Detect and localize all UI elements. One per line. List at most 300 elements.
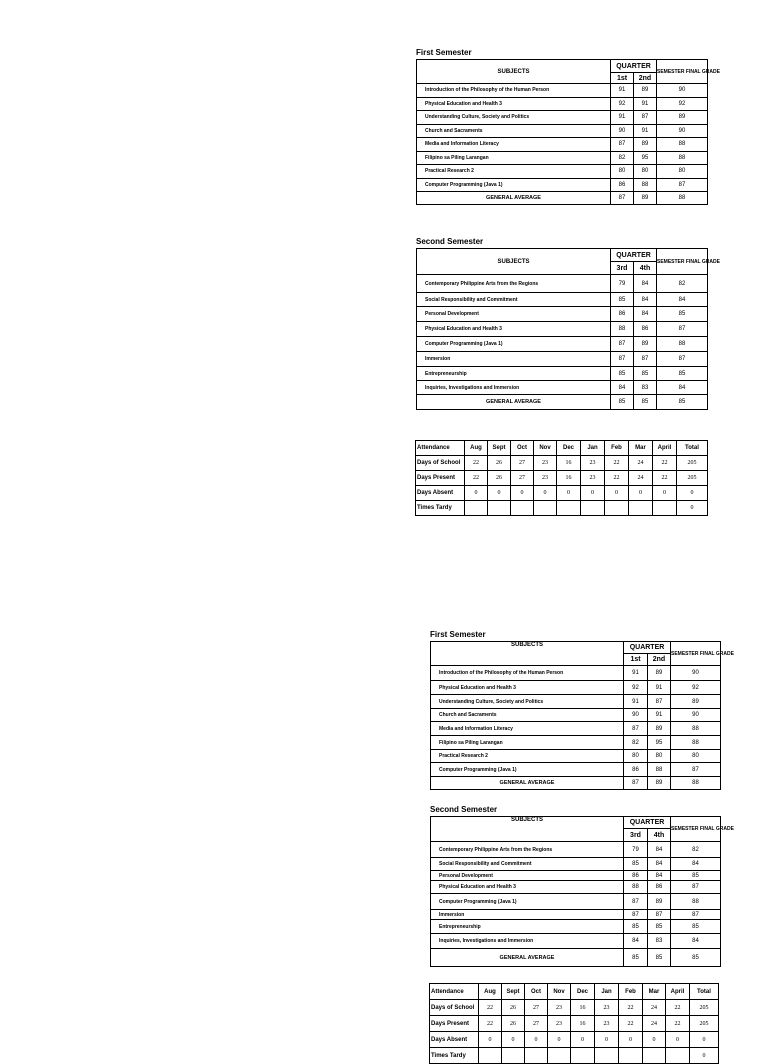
attendance-value: 22: [465, 471, 488, 486]
subject-name: Understanding Culture, Society and Politics: [431, 695, 624, 709]
final-grade: 88: [671, 722, 721, 736]
grade-row: [431, 858, 721, 871]
quarter-header: QUARTER: [624, 817, 671, 829]
attendance-value: 0: [690, 1048, 719, 1064]
attendance-value: 0: [666, 1032, 690, 1048]
attendance-value: 0: [690, 1032, 719, 1048]
semester-final-grade-header: SEMESTER FINAL GRADE: [671, 817, 721, 842]
quarter-3-header: 3rd: [611, 262, 634, 275]
final-grade: 90: [657, 84, 708, 98]
attendance-value: 0: [677, 501, 708, 516]
quarter-grade: 86: [634, 322, 657, 337]
quarter-grade: 83: [634, 381, 657, 395]
subject-name: Physical Education and Health 3: [431, 881, 624, 894]
attendance-row: [416, 501, 708, 516]
attendance-value: 16: [571, 1000, 595, 1016]
grade-row: [417, 138, 708, 152]
subjects-header: SUBJECTS: [431, 642, 624, 666]
grade-row: [431, 750, 721, 763]
attendance-value: 26: [502, 1000, 525, 1016]
second-semester-block: [416, 237, 720, 410]
quarter-grade: 85: [611, 293, 634, 307]
attendance-value: 23: [534, 471, 557, 486]
month-header: Sept: [502, 984, 525, 1000]
grade-row: [417, 275, 708, 293]
final-grade: 90: [671, 666, 721, 681]
quarter-grade: 84: [624, 934, 648, 949]
attendance-value: 0: [511, 486, 534, 501]
average-grade: 85: [611, 395, 634, 410]
attendance-value: [502, 1048, 525, 1064]
quarter-4-header: 4th: [648, 829, 671, 842]
attendance-value: 26: [502, 1016, 525, 1032]
grade-row: [417, 165, 708, 179]
attendance-value: 27: [525, 1016, 548, 1032]
attendance-value: 205: [677, 456, 708, 471]
attendance-header: Attendance: [430, 984, 479, 1000]
subjects-header: SUBJECTS: [417, 249, 611, 275]
month-header: Nov: [548, 984, 571, 1000]
general-average-label: GENERAL AVERAGE: [431, 949, 624, 967]
final-grade: 88: [671, 736, 721, 750]
second-semester-grades-table-copy: [430, 816, 734, 967]
month-header: Dec: [571, 984, 595, 1000]
subject-name: Filipino sa Piling Larangan: [431, 736, 624, 750]
first-semester-grades-table-copy: [430, 641, 734, 790]
quarter-grade: 95: [648, 736, 671, 750]
grade-row: [417, 124, 708, 138]
attendance-row: [430, 1000, 719, 1016]
final-grade: 85: [657, 307, 708, 322]
final-grade: 87: [671, 910, 721, 920]
semester-final-grade-header: SEMESTER FINAL GRADE: [657, 60, 708, 84]
grade-row: [431, 666, 721, 681]
grade-row: [431, 871, 721, 881]
attendance-value: 0: [595, 1032, 619, 1048]
final-grade: 80: [657, 165, 708, 179]
grade-row: [417, 322, 708, 337]
attendance-value: [666, 1048, 690, 1064]
month-header: April: [653, 441, 677, 456]
attendance-value: 22: [653, 456, 677, 471]
attendance-value: [595, 1048, 619, 1064]
attendance-value: 0: [581, 486, 605, 501]
attendance-value: [465, 501, 488, 516]
final-grade: 87: [657, 178, 708, 192]
quarter-grade: 91: [611, 111, 634, 125]
attendance-value: 23: [548, 1016, 571, 1032]
quarter-grade: 87: [634, 111, 657, 125]
quarter-grade: 87: [611, 337, 634, 352]
semester-final-grade-header: SEMESTER FINAL GRADE: [657, 249, 708, 275]
quarter-grade: 83: [648, 934, 671, 949]
attendance-value: 0: [479, 1032, 502, 1048]
subject-name: Understanding Culture, Society and Politics: [417, 111, 611, 125]
general-average-row: [417, 192, 708, 205]
general-average-label: GENERAL AVERAGE: [417, 192, 611, 205]
final-grade: 82: [657, 275, 708, 293]
subject-name: Personal Development: [417, 307, 611, 322]
final-grade: 89: [671, 695, 721, 709]
grade-row: [431, 842, 721, 858]
attendance-row: [430, 1016, 719, 1032]
attendance-row: [416, 486, 708, 501]
attendance-value: 23: [581, 471, 605, 486]
attendance-value: 205: [690, 1016, 719, 1032]
attendance-row-label: Days Present: [416, 471, 465, 486]
quarter-grade: 79: [624, 842, 648, 858]
average-grade: 89: [648, 777, 671, 790]
attendance-value: [653, 501, 677, 516]
month-header: Jan: [581, 441, 605, 456]
subject-name: Church and Sacraments: [417, 124, 611, 138]
attendance-value: 16: [557, 456, 581, 471]
attendance-value: [534, 501, 557, 516]
final-grade: 88: [657, 337, 708, 352]
quarter-grade: 91: [634, 124, 657, 138]
average-final-grade: 85: [657, 395, 708, 410]
quarter-grade: 91: [624, 666, 648, 681]
quarter-grade: 89: [634, 84, 657, 98]
attendance-row-label: Days of School: [416, 456, 465, 471]
quarter-grade: 82: [624, 736, 648, 750]
attendance-row-label: Days Absent: [430, 1032, 479, 1048]
quarter-grade: 84: [648, 842, 671, 858]
final-grade: 87: [657, 352, 708, 367]
average-grade: 85: [634, 395, 657, 410]
quarter-grade: 91: [611, 84, 634, 98]
quarter-grade: 86: [624, 871, 648, 881]
quarter-grade: 86: [648, 881, 671, 894]
attendance-value: 22: [619, 1000, 643, 1016]
first-semester-block-copy: [430, 630, 734, 790]
average-final-grade: 85: [671, 949, 721, 967]
final-grade: 87: [671, 763, 721, 777]
quarter-3-header: 3rd: [624, 829, 648, 842]
subject-name: Computer Programming (Java 1): [431, 894, 624, 910]
section-title: Second Semester: [416, 237, 484, 246]
attendance-header: Attendance: [416, 441, 465, 456]
month-header: Mar: [643, 984, 666, 1000]
quarter-grade: 87: [634, 352, 657, 367]
month-header: Nov: [534, 441, 557, 456]
section-title: First Semester: [416, 48, 472, 57]
quarter-grade: 86: [624, 763, 648, 777]
grade-row: [417, 151, 708, 165]
subject-name: Inquiries, Investigations and Immersion: [417, 381, 611, 395]
quarter-grade: 82: [611, 151, 634, 165]
month-header: Jan: [595, 984, 619, 1000]
quarter-grade: 84: [634, 307, 657, 322]
attendance-value: 0: [557, 486, 581, 501]
section-title: First Semester: [430, 630, 486, 639]
attendance-value: 0: [677, 486, 708, 501]
attendance-value: [479, 1048, 502, 1064]
attendance-value: [548, 1048, 571, 1064]
quarter-header: QUARTER: [611, 60, 657, 73]
subject-name: Entrepreneurship: [431, 920, 624, 934]
attendance-block-copy: [429, 983, 719, 1064]
attendance-value: 0: [548, 1032, 571, 1048]
month-header: Total: [690, 984, 719, 1000]
final-grade: 84: [671, 934, 721, 949]
subject-name: Physical Education and Health 3: [431, 681, 624, 695]
quarter-grade: 85: [624, 858, 648, 871]
final-grade: 82: [671, 842, 721, 858]
attendance-value: [511, 501, 534, 516]
quarter-grade: 84: [611, 381, 634, 395]
general-average-row: [417, 395, 708, 410]
final-grade: 92: [671, 681, 721, 695]
attendance-value: 23: [534, 456, 557, 471]
quarter-grade: 89: [634, 138, 657, 152]
attendance-row-label: Days Absent: [416, 486, 465, 501]
quarter-grade: 80: [648, 750, 671, 763]
quarter-grade: 88: [611, 322, 634, 337]
attendance-block: [415, 440, 708, 516]
quarter-grade: 87: [624, 894, 648, 910]
attendance-row: [430, 1048, 719, 1064]
attendance-value: 24: [629, 456, 653, 471]
attendance-value: [581, 501, 605, 516]
quarter-grade: 87: [611, 138, 634, 152]
quarter-header: QUARTER: [611, 249, 657, 262]
grade-row: [417, 178, 708, 192]
quarter-grade: 91: [648, 709, 671, 722]
final-grade: 87: [657, 322, 708, 337]
grade-row: [417, 367, 708, 381]
final-grade: 84: [671, 858, 721, 871]
attendance-header-row: [430, 984, 719, 1000]
attendance-value: 24: [629, 471, 653, 486]
grade-row: [431, 681, 721, 695]
attendance-value: 22: [666, 1000, 690, 1016]
attendance-row-label: Days Present: [430, 1016, 479, 1032]
attendance-row-label: Times Tardy: [416, 501, 465, 516]
attendance-value: 0: [643, 1032, 666, 1048]
grade-row: [431, 894, 721, 910]
attendance-value: 22: [605, 456, 629, 471]
general-average-label: GENERAL AVERAGE: [431, 777, 624, 790]
month-header: Oct: [511, 441, 534, 456]
general-average-row: [431, 777, 721, 790]
grade-row: [431, 910, 721, 920]
attendance-value: [619, 1048, 643, 1064]
quarter-grade: 80: [624, 750, 648, 763]
final-grade: 88: [657, 151, 708, 165]
attendance-value: [643, 1048, 666, 1064]
month-header: Sept: [488, 441, 511, 456]
grade-row: [417, 84, 708, 98]
quarter-grade: 89: [634, 337, 657, 352]
attendance-table-copy: [429, 983, 719, 1064]
attendance-value: 205: [677, 471, 708, 486]
attendance-value: 27: [511, 471, 534, 486]
attendance-value: 0: [619, 1032, 643, 1048]
grade-row: [417, 111, 708, 125]
month-header: Feb: [605, 441, 629, 456]
attendance-value: 0: [653, 486, 677, 501]
quarter-1-header: 1st: [611, 73, 634, 84]
attendance-value: 0: [571, 1032, 595, 1048]
quarter-grade: 92: [611, 97, 634, 111]
final-grade: 80: [671, 750, 721, 763]
quarter-grade: 87: [624, 722, 648, 736]
quarter-grade: 91: [634, 97, 657, 111]
final-grade: 84: [657, 293, 708, 307]
subjects-header: SUBJECTS: [417, 60, 611, 84]
attendance-table: [415, 440, 708, 516]
attendance-value: 0: [488, 486, 511, 501]
final-grade: 87: [671, 881, 721, 894]
subject-name: Contemporary Philippine Arts from the Regions: [417, 275, 611, 293]
grade-row: [417, 293, 708, 307]
grade-row: [431, 736, 721, 750]
quarter-4-header: 4th: [634, 262, 657, 275]
second-semester-block-copy: [430, 805, 734, 967]
attendance-value: [557, 501, 581, 516]
quarter-grade: 88: [634, 178, 657, 192]
attendance-header-row: [416, 441, 708, 456]
quarter-grade: 85: [648, 920, 671, 934]
grade-row: [431, 722, 721, 736]
attendance-value: 26: [488, 471, 511, 486]
attendance-value: 22: [479, 1000, 502, 1016]
attendance-value: 23: [595, 1000, 619, 1016]
quarter-grade: 86: [611, 178, 634, 192]
attendance-value: 0: [465, 486, 488, 501]
attendance-row: [416, 456, 708, 471]
attendance-row-label: Days of School: [430, 1000, 479, 1016]
subject-name: Physical Education and Health 3: [417, 322, 611, 337]
quarter-grade: 89: [648, 666, 671, 681]
grade-row: [431, 934, 721, 949]
attendance-value: 22: [605, 471, 629, 486]
subject-name: Introduction of the Philosophy of the Human Person: [431, 666, 624, 681]
attendance-value: [488, 501, 511, 516]
quarter-grade: 95: [634, 151, 657, 165]
subject-name: Church and Sacraments: [431, 709, 624, 722]
quarter-grade: 87: [611, 352, 634, 367]
quarter-grade: 80: [634, 165, 657, 179]
quarter-grade: 87: [648, 910, 671, 920]
attendance-value: 22: [619, 1016, 643, 1032]
average-grade: 87: [624, 777, 648, 790]
attendance-value: 205: [690, 1000, 719, 1016]
average-grade: 89: [634, 192, 657, 205]
quarter-grade: 89: [648, 722, 671, 736]
quarter-grade: 84: [634, 275, 657, 293]
attendance-row-label: Times Tardy: [430, 1048, 479, 1064]
month-header: April: [666, 984, 690, 1000]
month-header: Aug: [479, 984, 502, 1000]
quarter-grade: 84: [648, 858, 671, 871]
subject-name: Filipino sa Piling Larangan: [417, 151, 611, 165]
attendance-value: 0: [605, 486, 629, 501]
subject-name: Immersion: [417, 352, 611, 367]
final-grade: 88: [657, 138, 708, 152]
grade-row: [417, 337, 708, 352]
final-grade: 85: [671, 871, 721, 881]
final-grade: 84: [657, 381, 708, 395]
month-header: Dec: [557, 441, 581, 456]
quarter-grade: 88: [648, 763, 671, 777]
quarter-grade: 90: [611, 124, 634, 138]
general-average-label: GENERAL AVERAGE: [417, 395, 611, 410]
final-grade: 89: [657, 111, 708, 125]
final-grade: 85: [657, 367, 708, 381]
quarter-grade: 80: [611, 165, 634, 179]
first-semester-block: [416, 48, 720, 205]
quarter-grade: 87: [648, 695, 671, 709]
attendance-value: 0: [534, 486, 557, 501]
attendance-row: [416, 471, 708, 486]
attendance-value: [629, 501, 653, 516]
quarter-grade: 85: [611, 367, 634, 381]
attendance-value: 26: [488, 456, 511, 471]
attendance-value: [605, 501, 629, 516]
final-grade: 90: [671, 709, 721, 722]
quarter-grade: 85: [634, 367, 657, 381]
grade-row: [431, 920, 721, 934]
attendance-value: 27: [511, 456, 534, 471]
subject-name: Inquiries, Investigations and Immersion: [431, 934, 624, 949]
subjects-header: SUBJECTS: [431, 817, 624, 842]
attendance-value: 22: [653, 471, 677, 486]
month-header: Total: [677, 441, 708, 456]
subject-name: Practical Research 2: [431, 750, 624, 763]
attendance-value: [571, 1048, 595, 1064]
final-grade: 88: [671, 894, 721, 910]
attendance-value: 23: [595, 1016, 619, 1032]
attendance-value: 16: [571, 1016, 595, 1032]
attendance-value: 0: [502, 1032, 525, 1048]
attendance-value: 27: [525, 1000, 548, 1016]
subject-name: Computer Programming (Java 1): [417, 178, 611, 192]
quarter-2-header: 2nd: [634, 73, 657, 84]
subject-name: Social Responsibility and Commitment: [431, 858, 624, 871]
average-grade: 85: [648, 949, 671, 967]
final-grade: 85: [671, 920, 721, 934]
final-grade: 92: [657, 97, 708, 111]
attendance-value: [525, 1048, 548, 1064]
attendance-value: 0: [629, 486, 653, 501]
average-grade: 87: [611, 192, 634, 205]
subject-name: Introduction of the Philosophy of the Human Person: [417, 84, 611, 98]
grade-row: [431, 763, 721, 777]
month-header: Oct: [525, 984, 548, 1000]
month-header: Mar: [629, 441, 653, 456]
quarter-grade: 84: [634, 293, 657, 307]
quarter-1-header: 1st: [624, 654, 648, 666]
section-title: Second Semester: [430, 805, 498, 814]
grade-row: [417, 381, 708, 395]
quarter-grade: 92: [624, 681, 648, 695]
subject-name: Personal Development: [431, 871, 624, 881]
subject-name: Computer Programming (Java 1): [417, 337, 611, 352]
quarter-header: QUARTER: [624, 642, 671, 654]
grade-row: [431, 709, 721, 722]
attendance-row: [430, 1032, 719, 1048]
quarter-grade: 79: [611, 275, 634, 293]
grade-row: [417, 352, 708, 367]
attendance-value: 23: [581, 456, 605, 471]
quarter-grade: 90: [624, 709, 648, 722]
attendance-value: 24: [643, 1000, 666, 1016]
attendance-value: 22: [666, 1016, 690, 1032]
average-grade: 85: [624, 949, 648, 967]
month-header: Feb: [619, 984, 643, 1000]
